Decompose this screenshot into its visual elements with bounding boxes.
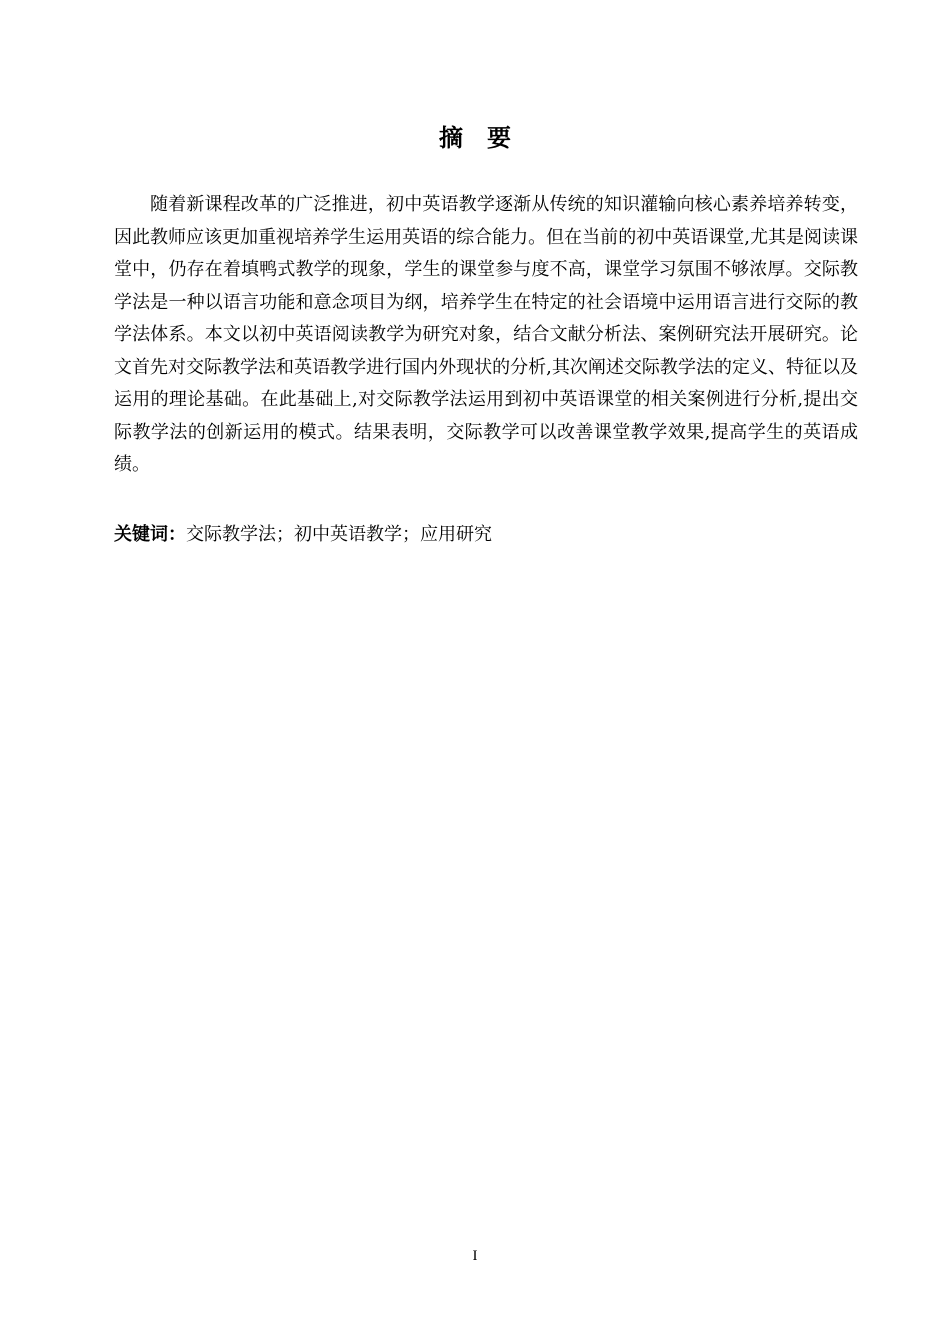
page-number: I [472, 1248, 478, 1264]
keywords-label: 关键词： [114, 524, 186, 545]
keywords-line [114, 520, 858, 550]
page-title: 摘 要 [439, 124, 511, 152]
abstract-paragraph: 随着新课程改革的广泛推进，初中英语教学逐渐从传统的知识灌输向核心素养培养转变，因此教师应该更加重视培养学生运用英语的综合能力。但在当前的初中英语课堂,尤其是阅读课堂中，仍存在着填鸭式教学的现象，学生的课堂参与度不高，课堂学习氛围不够浓厚。交际教学法是一种以语言功能和意念项目为纲，培养学生在特定的社会语境中运用语言进行交际的教学法体系。本文以初中英语阅读教学为研究对象，结合文献分析法、案例研究法开展研究。论文首先对交际教学法和英语教学进行国内外现状的分析,其次阐述交际教学法的定义、特征以及运用的理论基础。在此基础上,对交际教学法运用到初中英语课堂的相关案例进行分析,提出交际教学法的创新运用的模式。结果表明，交际教学可以改善课堂教学效果,提高学生的英语成绩。 [114, 194, 858, 475]
keywords-value: 交际教学法；初中英语教学；应用研究 [186, 524, 492, 545]
